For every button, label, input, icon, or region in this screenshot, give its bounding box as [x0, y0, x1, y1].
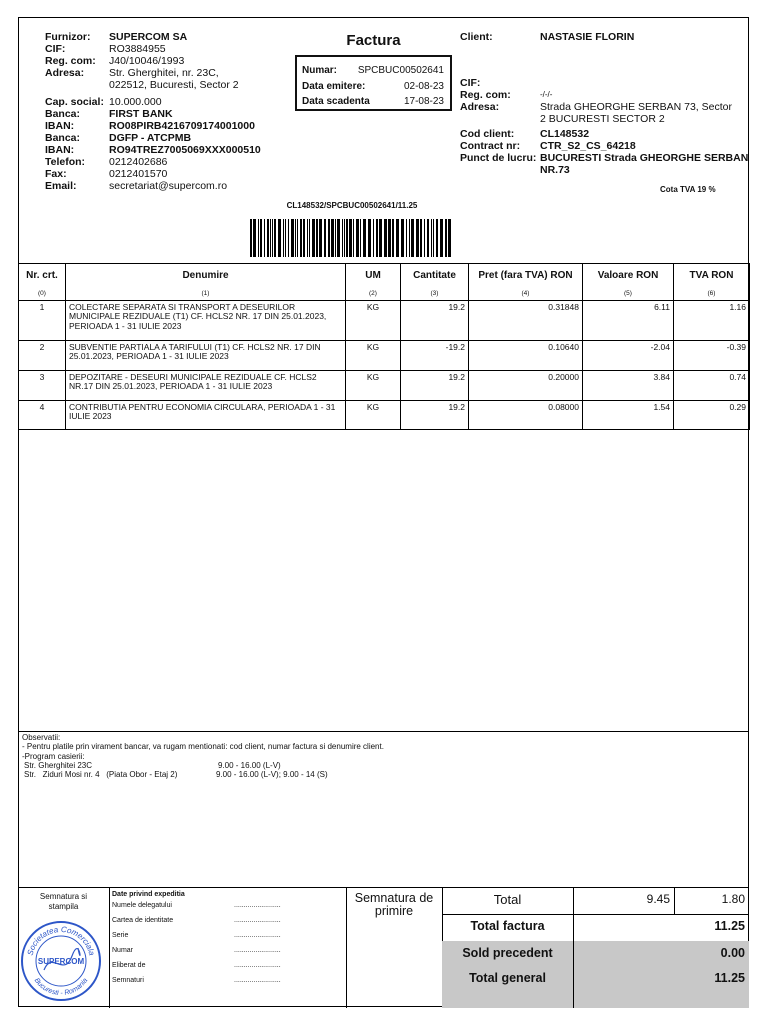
items-table — [18, 263, 750, 430]
col-header-um: UM — [346, 264, 401, 289]
client-block — [460, 77, 750, 176]
client-regcom-label: Reg. com: — [460, 89, 511, 101]
expeditie-row — [109, 958, 346, 973]
barcode-bar — [342, 219, 343, 257]
col-header-pret: Pret (fara TVA) RON — [469, 264, 583, 289]
expeditie-row — [109, 973, 346, 988]
barcode-bar — [431, 219, 432, 257]
expeditie-row-label: Serie — [112, 932, 129, 939]
expeditie-row-label: Numele delegatului — [112, 902, 172, 909]
primire-cell — [346, 888, 443, 1008]
casierie-address: Str. Gherghitei 23C — [24, 760, 93, 770]
capsocial-label: Cap. social: — [45, 96, 104, 108]
col-header-denumire: Denumire — [66, 264, 346, 289]
expeditie-row — [109, 943, 346, 958]
cif-label: CIF: — [45, 43, 66, 55]
barcode-icon — [248, 219, 456, 257]
stamp-text-top: Societatea Comerciala — [25, 924, 97, 957]
total-value: 9.45 — [573, 888, 675, 914]
barcode-bar — [278, 219, 281, 257]
adresa-label: Adresa: — [45, 67, 85, 79]
adresa-value-2: 022512, Bucuresti, Sector 2 — [109, 79, 239, 91]
row-pret: 0.10640 — [469, 340, 583, 370]
iban1-value: RO08PIRB4216709174001000 — [109, 120, 255, 132]
barcode-bar — [445, 219, 447, 257]
barcode-bar — [272, 219, 273, 257]
client-name: NASTASIE FLORIN — [540, 31, 635, 43]
row-valoare: -2.04 — [583, 340, 674, 370]
barcode-bar — [250, 219, 252, 257]
expeditie-cell — [109, 888, 347, 1008]
barcode-bar — [285, 219, 286, 257]
casierie-hours: 9.00 - 16.00 (L-V) — [218, 760, 281, 770]
barcode-bar — [260, 219, 262, 257]
client-adresa-label: Adresa: — [460, 101, 500, 113]
barcode-bar — [300, 219, 302, 257]
client-adresa-value: Strada GHEORGHE SERBAN 73, Sector — [540, 101, 732, 113]
iban1-label: IBAN: — [45, 120, 75, 132]
barcode-bar — [288, 219, 289, 257]
semnatura-stampila-label: Semnatura si stampila — [39, 892, 88, 911]
barcode-bar — [316, 219, 318, 257]
barcode-bar — [291, 219, 294, 257]
iban2-label: IBAN: — [45, 144, 75, 156]
barcode-bar — [324, 219, 326, 257]
row-pret: 0.31848 — [469, 300, 583, 340]
expeditie-row-dots: ........................ — [234, 962, 281, 969]
row-pret: 0.08000 — [469, 400, 583, 429]
barcode-bar — [406, 219, 407, 257]
observatii-divider — [18, 731, 749, 732]
expeditie-title: Date privind expeditia — [112, 891, 185, 898]
row-cantitate: 19.2 — [401, 300, 469, 340]
barcode-bar — [376, 219, 378, 257]
adresa-value: Str. Gherghitei, nr. 23C, — [109, 67, 219, 79]
barcode-bar — [436, 219, 438, 257]
row-nr: 3 — [19, 370, 66, 400]
row-um: KG — [346, 370, 401, 400]
barcode-bar — [328, 219, 330, 257]
col-header-nr: Nr. crt. — [19, 264, 66, 289]
col-index: (0) — [19, 288, 66, 300]
cota-tva: Cota TVA 19 % — [660, 185, 716, 194]
emitere-label: Data emitere: — [302, 81, 366, 92]
barcode-bar — [368, 219, 371, 257]
row-cantitate: 19.2 — [401, 370, 469, 400]
casierie-address: Str. Ziduri Mosi nr. 4 (Piata Obor - Etaj 2) — [24, 770, 178, 780]
barcode-bar — [363, 219, 366, 257]
row-tva: 0.74 — [674, 370, 750, 400]
sold-precedent-label: Sold precedent — [442, 941, 574, 968]
email-value: secretariat@supercom.ro — [109, 180, 228, 192]
col-index: (4) — [469, 288, 583, 300]
expeditie-row — [109, 898, 346, 913]
expeditie-row-dots: ........................ — [234, 947, 281, 954]
row-cantitate: -19.2 — [401, 340, 469, 370]
barcode-bar — [433, 219, 434, 257]
total-general-row — [442, 968, 749, 1008]
barcode-bar — [335, 219, 336, 257]
row-denumire: SUBVENTIE PARTIALA A TARIFULUI (T1) CF. HCLS2 NR. 17 DIN 25.01.2023, PERIOADA 1 - 31 IULIE 2023 — [66, 340, 346, 370]
punct-value: BUCURESTI Strada GHEORGHE SERBAN — [540, 152, 749, 164]
row-um: KG — [346, 400, 401, 429]
supplier-name: SUPERCOM SA — [109, 31, 188, 43]
row-denumire: COLECTARE SEPARATA SI TRANSPORT A DESEURILOR MUNICIPALE REZIDUALE (T1) CF. HCLS2 NR. 17 DIN 25.01.2023, PERIOADA 1 - 31 IULIE 2023 — [66, 300, 346, 340]
sold-precedent-row — [442, 941, 749, 969]
row-nr: 1 — [19, 300, 66, 340]
bank2-label: Banca: — [45, 132, 81, 144]
barcode-bar — [384, 219, 387, 257]
expeditie-row — [109, 928, 346, 943]
casierie-hours: 9.00 - 16.00 (L-V); 9.00 - 14 (S) — [216, 770, 328, 780]
barcode-bar — [388, 219, 391, 257]
col-index: (1) — [66, 288, 346, 300]
barcode-bar — [401, 219, 404, 257]
total-label: Total — [442, 888, 574, 914]
expeditie-row-label: Numar — [112, 947, 134, 954]
regcom-label: Reg. com: — [45, 55, 96, 67]
telefon-label: Telefon: — [45, 156, 86, 168]
bank1-value: FIRST BANK — [109, 108, 173, 120]
regcom-value: J40/10046/1993 — [109, 55, 185, 67]
barcode-bar — [392, 219, 394, 257]
expeditie-row-dots: ........................ — [234, 977, 281, 984]
col-header-tva: TVA RON — [674, 264, 750, 289]
supplier-label: Furnizor: — [45, 31, 91, 43]
barcode-bar — [270, 219, 271, 257]
row-valoare: 1.54 — [583, 400, 674, 429]
telefon-value: 0212402686 — [109, 156, 168, 168]
row-valoare: 6.11 — [583, 300, 674, 340]
expeditie-row-dots: ........................ — [234, 902, 281, 909]
observatii-line: - Pentru platile prin virament bancar, va rugam mentionati: cod client, numar factura si denumire client. — [22, 742, 384, 752]
iban2-value: RO94TREZ7005069XXX000510 — [109, 144, 261, 156]
invoice-title: Factura — [346, 32, 401, 49]
col-index: (5) — [583, 288, 674, 300]
barcode-bar — [373, 219, 374, 257]
row-um: KG — [346, 340, 401, 370]
barcode-bar — [356, 219, 359, 257]
row-denumire: DEPOZITARE - DESEURI MUNICIPALE REZIDUALE CF. HCLS2 NR.17 DIN 25.01.2023, PERIOADA 1 - 31 IULIE 2023 — [66, 370, 346, 400]
row-tva: 0.29 — [674, 400, 750, 429]
col-index: (3) — [401, 288, 469, 300]
scadenta-label: Data scadenta — [302, 96, 370, 107]
barcode-bar — [267, 219, 269, 257]
email-label: Email: — [45, 180, 77, 192]
expeditie-row — [109, 913, 346, 928]
barcode-bar — [409, 219, 410, 257]
client-adresa-value-2: 2 BUCURESTI SECTOR 2 — [540, 113, 665, 125]
expeditie-row-dots: ........................ — [234, 932, 281, 939]
expeditie-row-label: Cartea de identitate — [112, 917, 174, 924]
barcode-bar — [349, 219, 352, 257]
expeditie-row-label: Semnaturi — [112, 977, 144, 984]
barcode-bar — [274, 219, 276, 257]
barcode-bar — [283, 219, 284, 257]
barcode-bar — [440, 219, 443, 257]
barcode-bar — [427, 219, 429, 257]
row-tva: -0.39 — [674, 340, 750, 370]
contract-label: Contract nr: — [460, 140, 521, 152]
total-factura-label: Total factura — [442, 914, 574, 941]
stamp-text-bottom: Bucuresti - Romania — [32, 977, 90, 998]
barcode-bar — [396, 219, 399, 257]
footer — [18, 887, 749, 1008]
sold-precedent-value: 0.00 — [720, 946, 745, 960]
numar-label: Numar: — [302, 65, 338, 76]
barcode-bar — [379, 219, 382, 257]
observatii-line: -Program casierii: — [22, 751, 85, 761]
bank1-label: Banca: — [45, 108, 81, 120]
codclient-value: CL148532 — [540, 128, 590, 140]
barcode-bar — [344, 219, 345, 257]
cif-value: RO3884955 — [109, 43, 166, 55]
barcode-bar — [303, 219, 305, 257]
row-um: KG — [346, 300, 401, 340]
row-pret: 0.20000 — [469, 370, 583, 400]
observatii-block — [22, 733, 384, 779]
invoice-info-box — [295, 55, 452, 111]
barcode-bar — [420, 219, 422, 257]
row-nr: 4 — [19, 400, 66, 429]
barcode-bar — [411, 219, 414, 257]
codclient-label: Cod client: — [460, 128, 515, 140]
bank2-value: DGFP - ATCPMB — [109, 132, 192, 144]
row-denumire: CONTRIBUTIA PENTRU ECONOMIA CIRCULARA, PERIOADA 1 - 31 IULIE 2023 — [66, 400, 346, 429]
stamp-center-text: SUPERCOM — [37, 957, 85, 966]
barcode-bar — [253, 219, 256, 257]
table-row — [19, 400, 750, 429]
company-stamp-icon — [20, 920, 102, 1002]
col-index: (2) — [346, 288, 401, 300]
table-row — [19, 340, 750, 370]
numar-value: SPCBUC00502641 — [357, 65, 444, 76]
barcode-bar — [319, 219, 322, 257]
punct-label: Punct de lucru: — [460, 152, 537, 164]
barcode-bar — [297, 219, 298, 257]
barcode-bar — [307, 219, 308, 257]
row-cantitate: 19.2 — [401, 400, 469, 429]
col-header-cantitate: Cantitate — [401, 264, 469, 289]
table-row — [19, 300, 750, 340]
client-cif-label: CIF: — [460, 77, 481, 89]
table-row — [19, 370, 750, 400]
barcode-bar — [258, 219, 259, 257]
barcode-bar — [360, 219, 361, 257]
barcode-bar — [264, 219, 265, 257]
row-tva: 1.16 — [674, 300, 750, 340]
barcode-bar — [295, 219, 296, 257]
total-factura-value: 11.25 — [714, 919, 745, 933]
total-general-value: 11.25 — [714, 971, 745, 985]
row-valoare: 3.84 — [583, 370, 674, 400]
supplier-block — [45, 31, 295, 192]
emitere-value: 02-08-23 — [403, 81, 444, 92]
observatii-title: Observatii: — [22, 733, 61, 742]
total-factura-row — [442, 914, 749, 942]
total-general-label: Total general — [442, 968, 574, 1008]
barcode-bar — [416, 219, 419, 257]
barcode-bar — [424, 219, 425, 257]
barcode-text: CL148532/SPCBUC00502641/11.25 — [286, 201, 418, 210]
barcode-bar — [337, 219, 340, 257]
capsocial-value: 10.000.000 — [109, 96, 162, 108]
fax-value: 0212401570 — [109, 168, 168, 180]
expeditie-row-label: Eliberat de — [112, 962, 146, 969]
fax-label: Fax: — [45, 168, 67, 180]
col-index: (6) — [674, 288, 750, 300]
col-header-valoare: Valoare RON — [583, 264, 674, 289]
client-regcom-value: -/-/- — [540, 90, 553, 99]
barcode-bar — [448, 219, 451, 257]
contract-value: CTR_S2_CS_64218 — [540, 140, 636, 152]
barcode-bar — [312, 219, 315, 257]
barcode-bar — [309, 219, 310, 257]
row-nr: 2 — [19, 340, 66, 370]
total-row — [442, 888, 749, 915]
client-label: Client: — [460, 31, 493, 43]
punct-value-2: NR.73 — [540, 164, 570, 176]
total-tva: 1.80 — [721, 892, 745, 906]
barcode-bar — [353, 219, 354, 257]
expeditie-row-dots: ........................ — [234, 917, 281, 924]
scadenta-value: 17-08-23 — [403, 96, 444, 107]
barcode-bar — [346, 219, 348, 257]
barcode-bar — [331, 219, 334, 257]
semnatura-primire-label: Semnatura de primire — [354, 891, 434, 918]
